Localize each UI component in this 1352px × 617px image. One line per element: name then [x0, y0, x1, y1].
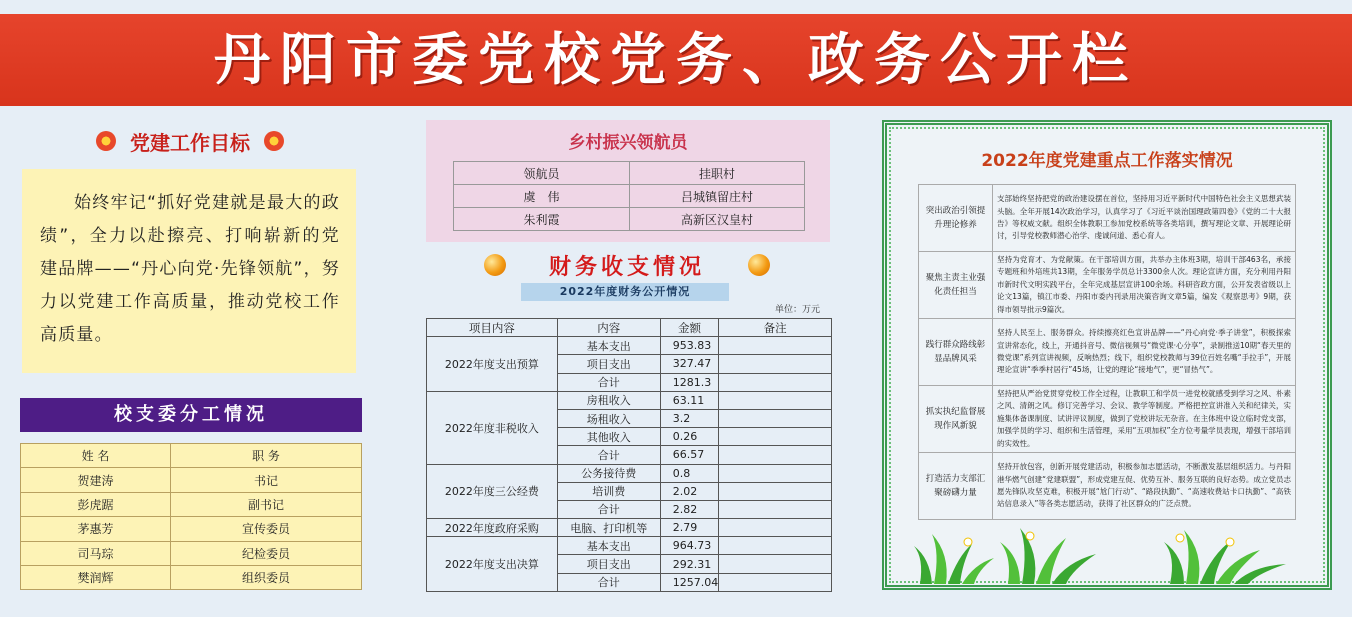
member-name: 樊润辉 [21, 565, 171, 589]
grass-icon [1160, 528, 1290, 584]
orb-icon [484, 254, 506, 276]
table-row [919, 386, 1296, 453]
table-row [427, 337, 832, 355]
remark-cell [719, 355, 832, 373]
column-header-item: 项目内容 [427, 319, 558, 337]
table-header-row [427, 319, 832, 337]
table-row [454, 185, 805, 208]
remark-cell [719, 373, 832, 391]
content-cell: 合计 [557, 373, 660, 391]
column-header-navigator: 领航员 [454, 162, 630, 185]
remark-cell [719, 573, 832, 591]
table-row [919, 453, 1296, 520]
table-row [21, 565, 362, 589]
table-row [919, 252, 1296, 319]
flower-icon [264, 131, 284, 151]
member-role: 组织委员 [171, 565, 362, 589]
table-row [427, 537, 832, 555]
finance-subheading: 2022年度财务公开情况 [521, 283, 729, 301]
remark-cell [719, 482, 832, 500]
content-cell: 合计 [557, 500, 660, 518]
table-header-row [454, 162, 805, 185]
village-name: 高新区汉皇村 [630, 208, 805, 231]
member-name: 贺建涛 [21, 468, 171, 492]
amount-cell: 3.2 [660, 409, 719, 427]
table-row [454, 208, 805, 231]
table-row [427, 464, 832, 482]
group-name: 2022年度支出预算 [427, 337, 558, 392]
work-title: 2022年度党建重点工作落实情况 [981, 151, 1233, 171]
table-row [919, 319, 1296, 386]
member-name: 彭虎踞 [21, 492, 171, 516]
work-table [918, 184, 1296, 520]
amount-cell: 63.11 [660, 391, 719, 409]
group-name: 2022年度政府采购 [427, 519, 558, 537]
amount-cell: 2.02 [660, 482, 719, 500]
finance-heading [484, 250, 770, 280]
work-detail: 坚持人民至上、服务群众。持续擦亮红色宣讲品牌——“丹心向党·季子讲堂”，积极探索宣讲常态化，线上，开通抖音号、微信视频号“微党课·心分享”，录制推送10期“春天里的微党课”系列宣讲视频，反响热烈；线下，组织党校教师与39位百姓名嘴“手拉手”，开展理论宣讲“季季村居行”45场，让党的理论“接地气”，更“冒热气”。 [993, 319, 1296, 386]
remark-cell [719, 537, 832, 555]
navigator-name: 朱利霞 [454, 208, 630, 231]
remark-cell [719, 500, 832, 518]
amount-cell: 0.8 [660, 464, 719, 482]
column-header-remark: 备注 [719, 319, 832, 337]
amount-cell: 1281.3 [660, 373, 719, 391]
grass-icon [1000, 528, 1100, 584]
amount-cell: 66.57 [660, 446, 719, 464]
table-row [21, 468, 362, 492]
content-cell: 项目支出 [557, 355, 660, 373]
remark-cell [719, 464, 832, 482]
member-role: 书记 [171, 468, 362, 492]
revitalization-title: 乡村振兴领航员 [568, 133, 688, 153]
table-row [427, 519, 832, 537]
work-detail: 坚持把从严治党贯穿党校工作全过程，让教职工和学员一进党校就感受到学习之风、朴素之风、清朗之风。修订完善学习、会议、教学等制度。严格把控宣讲准入关和纪律关，实施集体备课制度、试讲评议制度，做到了党校讲坛无杂音。在主体班中设立临时党支部，加强学员的学习、组织和生活管理，采用“五项加权”全方位考量学员表现，增强干部培训的实效性。 [993, 386, 1296, 453]
goal-box [22, 169, 356, 373]
member-role: 纪检委员 [171, 541, 362, 565]
work-detail: 坚持为党育才、为党献策。在干部培训方面，共举办主体班3期，培训干部463名，承接专题班和外培班共13期，全年服务学员总计3300余人次。理论宣讲方面，充分利用丹阳市新时代文明实践平台，全年完成基层宣讲100余场。科研咨政方面，公开发表省级以上论文13篇，镇江市委、丹阳市委内刊录用决策咨询文章5篇，编发《观察思考》9期，获得市领导批示9篇次。 [993, 252, 1296, 319]
branch-table [20, 443, 362, 590]
remark-cell [719, 519, 832, 537]
remark-cell [719, 391, 832, 409]
amount-cell: 292.31 [660, 555, 719, 573]
column-header-role: 职 务 [171, 444, 362, 468]
member-name: 司马琮 [21, 541, 171, 565]
content-cell: 场租收入 [557, 409, 660, 427]
remark-cell [719, 337, 832, 355]
content-cell: 培训费 [557, 482, 660, 500]
table-row [21, 492, 362, 516]
table-row [919, 185, 1296, 252]
work-topic: 抓实执纪监督展现作风新貌 [919, 386, 993, 453]
amount-cell: 2.82 [660, 500, 719, 518]
remark-cell [719, 428, 832, 446]
column-header-content: 内容 [557, 319, 660, 337]
table-row [21, 517, 362, 541]
table-header-row [21, 444, 362, 468]
remark-cell [719, 555, 832, 573]
goal-heading [60, 124, 320, 158]
amount-cell: 1257.04 [660, 573, 719, 591]
goal-text: 始终牢记“抓好党建就是最大的政绩”，全力以赴擦亮、打响崭新的党建品牌——“丹心向党·先锋领航”，努力以党建工作高质量，推动党校工作高质量。 [40, 193, 340, 345]
goal-heading-text: 党建工作目标 [130, 130, 250, 155]
member-name: 茅惠芳 [21, 517, 171, 541]
content-cell: 合计 [557, 446, 660, 464]
amount-cell: 953.83 [660, 337, 719, 355]
column-header-amount: 金额 [660, 319, 719, 337]
work-topic: 突出政治引领提升理论修养 [919, 185, 993, 252]
page-title: 丹阳市委党校党务、政务公开栏 [214, 27, 1138, 93]
finance-unit: 单位：万元 [774, 305, 820, 315]
content-cell: 公务接待费 [557, 464, 660, 482]
remark-cell [719, 446, 832, 464]
grass-icon [910, 528, 1000, 584]
content-cell: 房租收入 [557, 391, 660, 409]
member-role: 副书记 [171, 492, 362, 516]
amount-cell: 964.73 [660, 537, 719, 555]
table-row [427, 391, 832, 409]
group-name: 2022年度三公经费 [427, 464, 558, 519]
work-topic: 打造活力支部汇聚磅礴力量 [919, 453, 993, 520]
work-detail: 支部始终坚持把党的政治建设摆在首位，坚持用习近平新时代中国特色社会主义思想武装头脑。全年开展14次政治学习，认真学习了《习近平谈治国理政第四卷》《党的二十大报告》等权威文献。组织全体教职工参加党校系统等各类培训，撰写理论文章、开展理论研讨，引导党校教师潜心治学、虔诚问道、悉心育人。 [993, 185, 1296, 252]
member-role: 宣传委员 [171, 517, 362, 541]
column-header-village: 挂职村 [630, 162, 805, 185]
revitalization-table [453, 161, 805, 231]
amount-cell: 327.47 [660, 355, 719, 373]
village-name: 吕城镇留庄村 [630, 185, 805, 208]
work-topic: 践行群众路线彰显品牌风采 [919, 319, 993, 386]
content-cell: 基本支出 [557, 537, 660, 555]
branch-heading: 校支委分工情况 [20, 398, 362, 432]
work-detail: 坚持开放包容，创新开展党建活动，积极参加志愿活动，不断激发基层组织活力。与丹阳港华燃气创建“党建联盟”，形成党建互促、优势互补、服务互联的良好态势。成立党员志愿先锋队攻坚克难，积极开展“尬门行动”、“路段执勤”、“高速收费站卡口执勤”、“高铁站信息录入”等各类志愿活动，获得了社区群众的广泛点赞。 [993, 453, 1296, 520]
flower-icon [96, 131, 116, 151]
content-cell: 其他收入 [557, 428, 660, 446]
group-name: 2022年度支出决算 [427, 537, 558, 592]
content-cell: 基本支出 [557, 337, 660, 355]
table-row [21, 541, 362, 565]
amount-cell: 2.79 [660, 519, 719, 537]
remark-cell [719, 409, 832, 427]
amount-cell: 0.26 [660, 428, 719, 446]
header-banner [0, 14, 1352, 106]
content-cell: 项目支出 [557, 555, 660, 573]
orb-icon [748, 254, 770, 276]
column-header-name: 姓 名 [21, 444, 171, 468]
content-cell: 电脑、打印机等 [557, 519, 660, 537]
finance-table [426, 318, 832, 592]
finance-heading-text: 财务收支情况 [548, 253, 705, 280]
navigator-name: 虞 伟 [454, 185, 630, 208]
work-topic: 聚焦主责主业强化责任担当 [919, 252, 993, 319]
group-name: 2022年度非税收入 [427, 391, 558, 464]
revitalization-box [426, 120, 830, 242]
content-cell: 合计 [557, 573, 660, 591]
